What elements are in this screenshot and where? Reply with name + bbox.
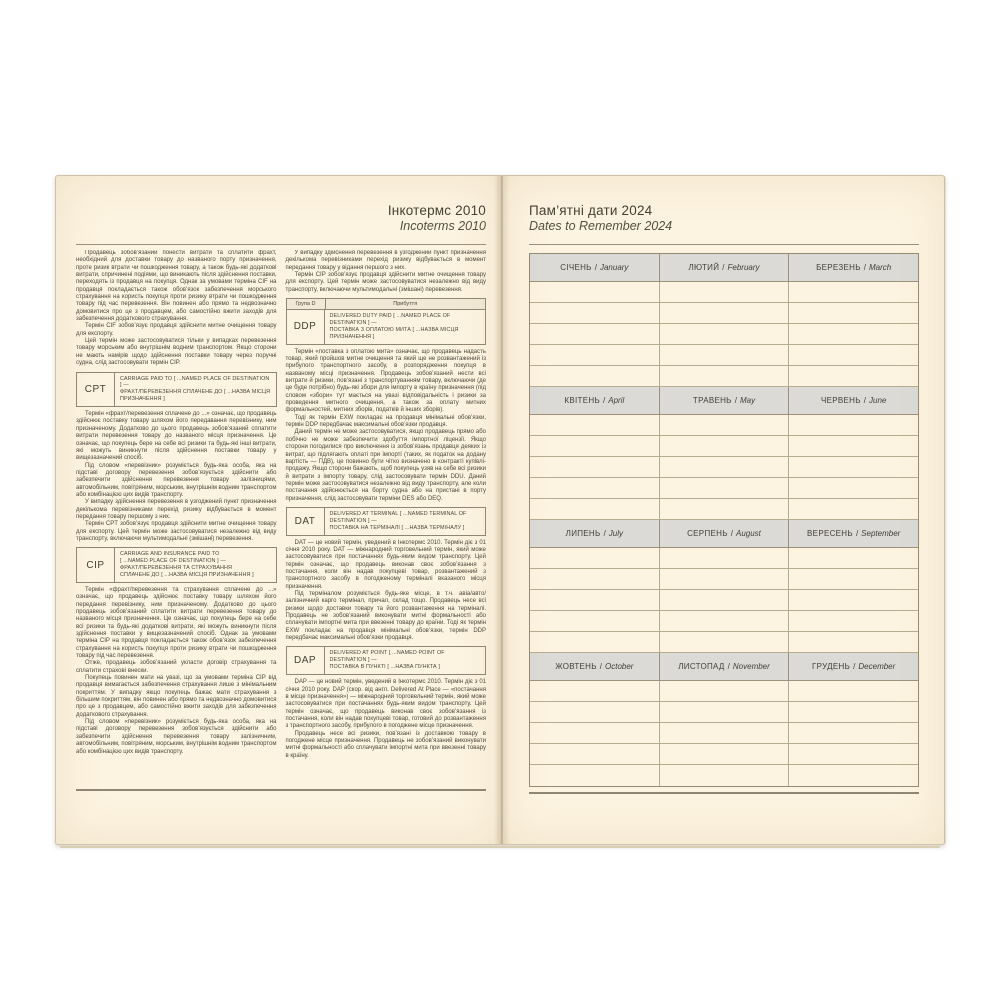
blank-cell <box>530 765 660 786</box>
month-name-en: April <box>608 396 625 405</box>
divider <box>529 244 919 245</box>
term-line: DELIVERED AT TERMINAL [ ...NAMED TERMINAL OF DESTINATION ] — <box>329 510 467 524</box>
blank-row <box>530 499 918 520</box>
month-name-en: May <box>739 396 756 405</box>
paragraph: Під словом «перевізник» розуміється будь-яка особа, яка на підставі договору перевезення зобов’язується здійснити або забезпечити здійснення перевезення товару залізничним, автомобільним, повітряним, морським, внутрішнім водним транспортом або комбінацією цих видів транспорту. <box>76 719 277 755</box>
month-name-en: September <box>861 529 901 538</box>
term-line: ПОСТАВКА З ОПЛАТОЮ МИТА [ ...НАЗВА МІСЦЯ ПРИЗНАЧЕННЯ ] <box>329 326 459 340</box>
blank-cell <box>660 436 790 456</box>
month-separator: / <box>594 263 597 272</box>
month-separator: / <box>603 396 606 405</box>
blank-cell <box>789 590 918 610</box>
blank-cell <box>660 744 790 764</box>
term-line: ФРАХТ/ПЕРЕВЕЗЕННЯ СПЛАЧЕНЕ ДО [ ...НАЗВА МІСЦЯ ПРИЗНАЧЕННЯ ] <box>120 389 271 403</box>
blank-cell <box>789 632 918 652</box>
paragraph: Цей термін може застосовуватися тільки у випадках перевезення товару морським або внутрішнім водним транспортом. Якщо сторони не мають намірів щодо здійснення поставки товару через поручні судна, слід застосовувати термін CIP. <box>76 338 277 367</box>
blank-row <box>530 415 918 436</box>
divider <box>76 789 486 791</box>
paragraph: DAP — це новий термін, уведений в Інкотермс 2010. Термін діє з 01 січня 2010 року. DAP (скор. від англ. Delivered At Place — «постачання в місце призначення») — міжнародний торговельний термін, який може застосовуватися при постачаннях будь-яким видом транспорту. Цей термін означає, що продавець виконав своє зобов’язання із постачання, коли він надав покупцеві товар, готовий до розвантаження з транспортного засобу, прибулого в погоджене місце призначення. <box>285 679 486 730</box>
page-subtitle: Dates to Remember 2024 <box>529 219 673 233</box>
paragraph: Під терміналом розуміється будь-яке місце, в т.ч. авіа/авто/залізничний карго термінал, причал, склад тощо. Продавець несе всі ризики щодо доставки товару та його розвантаження на терміналі. Продавець не зобов’язаний виконувати митні формальності або сплачувати імпортні мита при ввезенні товару до країни. Тоді як термін EXW покладає на продавця мінімальні обов’язки, термін DDP передбачає максимальні обов’язки продавця. <box>285 591 486 642</box>
month-header <box>789 653 918 680</box>
blank-cell <box>660 457 790 477</box>
blank-cell <box>530 436 660 456</box>
month-name-ua: КВІТЕНЬ <box>564 396 600 405</box>
blank-row <box>530 303 918 324</box>
month-separator: / <box>727 662 730 671</box>
blank-row <box>530 611 918 632</box>
blank-cell <box>530 324 660 344</box>
blank-cell <box>789 415 918 435</box>
term-line: ФРАХТ/ПЕРЕВЕЗЕННЯ ТА СТРАХУВАННЯ <box>120 565 233 572</box>
month-name-ua: ЛИСТОПАД <box>678 662 725 671</box>
paragraph-group <box>286 540 487 643</box>
term-line: DELIVERED DUTY PAID [ ...NAMED PLACE OF DESTINATION ] — <box>329 313 451 326</box>
term-line: CARRIAGE PAID TO [ ...NAMED PLACE OF DESTINATION ] — <box>120 375 270 389</box>
blank-cell <box>530 723 660 743</box>
month-name-en: June <box>869 396 887 405</box>
blank-row <box>530 345 918 366</box>
page-right-dates <box>501 176 946 844</box>
month-name-ua: ЖОВТЕНЬ <box>555 662 597 671</box>
text-column-1 <box>76 250 277 787</box>
blank-cell <box>789 478 918 498</box>
month-name-ua: ЛЮТИЙ <box>688 263 720 272</box>
month-separator: / <box>853 662 856 671</box>
blank-cell <box>530 681 660 701</box>
term-box-dat <box>286 507 487 536</box>
paragraph: Даний термін не може застосовуватися, якщо продавець прямо або побічно не може забезпечити здобуття імпортної ліцензії. Якщо сторони погодилися про виключення із зобов’язань продавця деяких із витрат, що підлягають оплаті при імпорті (таких, як податок на додану вартість — ПДВ), це повинно бути чітко визначено в контракті купівлі-продажу. Якщо сторони бажають, щоб покупець узяв на себе всі ризики й витрати з імпорту товару, слід застосовувати термін DDU. Даний термін може застосовуватися незалежно від виду транспорту, але коли постачання здійснюється на борту судна або на пристані в порту призначення, слід застосовувати терміни DES або DEQ. <box>285 429 486 502</box>
paragraph-group <box>286 250 487 294</box>
blank-cell <box>660 366 790 386</box>
term-line: [ ...NAMED PLACE OF DESTINATION ] — <box>120 558 226 565</box>
blank-cell <box>789 345 918 365</box>
paragraph: Термін «фрахт/перевезення та страхування сплачене до ...» означає, що продавець здійснює поставку товару шляхом його передання перевізнику, ним призначеному. Додатково до цього продавець зобов’язаний сплатити витрати перевезення товару до названого місця призначення. Це означає, що покупець бере на себе всі ризики та будь-які додаткові витрати, які можуть виникнути після здійснення поставки у вищезазначений спосіб. Однак за умовами терміна CIP на продавця покладається також обов’язок забезпечення страхування на користь покупця проти ризику втрати чи пошкодження товару під час перевезення. <box>76 586 277 660</box>
blank-cell <box>660 324 790 344</box>
month-header <box>530 254 660 281</box>
blank-cell <box>789 744 918 764</box>
paragraph: Термін «поставка з оплатою мита» означає, що продавець надасть товар, який пройшов митне очищення та який ще не розвантажений із прибулого транспортного засобу, в розпорядження покупця в названому місці призначення. Продавець зобов’язаний нести всі витрати й ризики, пов’язані з транспортуванням товару, включаючи (де це буде потрібно) будь-які збори для імпорту в країну призначення (під словом «збори» тут мається на увазі відповідальність і ризики за проведення митного очищення, а також за оплату митних формальностей, митних зборів, податків й інших зборів). <box>285 348 486 414</box>
blank-cell <box>789 282 918 302</box>
blank-cell <box>660 303 790 323</box>
month-separator: / <box>603 529 606 538</box>
blank-row <box>530 457 918 478</box>
blank-cell <box>530 632 660 652</box>
right-page-header <box>529 203 672 234</box>
blank-cell <box>789 366 918 386</box>
blank-cell <box>660 282 790 302</box>
paragraph: Продавець несе всі ризики, пов’язані із доставкою товару в погоджене місце призначення. Продавець не зобов’язаний виконувати митні формальності або сплачувати імпортні мита при ввезенні товару в країну. <box>285 730 486 759</box>
paragraph: Тоді як термін EXW покладає на продавця мінімальні обов’язки, термін DDP передбачає максимальні обов’язки продавця. <box>285 414 486 429</box>
month-name-en: December <box>858 662 896 671</box>
month-name-en: July <box>608 529 624 538</box>
month-separator: / <box>722 263 725 272</box>
month-name-en: January <box>599 263 629 272</box>
month-name-ua: СЕРПЕНЬ <box>687 529 728 538</box>
blank-cell <box>789 324 918 344</box>
term-code: DDP <box>287 310 325 344</box>
term-description <box>325 310 486 344</box>
blank-row <box>530 681 918 702</box>
blank-cell <box>660 478 790 498</box>
month-name-ua: ВЕРЕСЕНЬ <box>807 529 853 538</box>
paragraph: У випадку здійснення перевезення в узгоджений пункт призначення декількома перевізниками перехід ризику відбувається в момент передання товару у відання першого з них. <box>285 250 486 271</box>
month-separator: / <box>855 529 859 538</box>
paragraph: Під словом «перевізник» розуміється будь-яка особа, яка на підставі договору перевезення зобов’язується здійснити або забезпечити здійснення перевезення товару залізницями, автомобільним, повітряним, морським, внутрішнім водним транспортом або комбінацією цих видів транспорту. <box>76 462 277 498</box>
page-left-incoterms <box>56 176 501 844</box>
month-band <box>530 520 918 653</box>
blank-cell <box>789 723 918 743</box>
blank-cell <box>530 366 660 386</box>
month-header <box>530 520 660 547</box>
blank-cell <box>530 569 660 589</box>
group-header-row <box>286 298 487 309</box>
page-title: Пам’ятні дати 2024 <box>529 203 653 218</box>
month-band <box>530 653 918 786</box>
month-name-ua: ГРУДЕНЬ <box>812 662 851 671</box>
paragraph: Продавець зобов’язаний понести витрати та сплатити фрахт, необхідний для доставки товару до названого порту призначення, проте ризик втрати чи пошкодження товару, а також будь-які додаткові витрати, спричинені подіями, що виникають після здійснення поставки, переходять із продавця на покупця. Однак за умовами терміна CIF на продавця покладається також обов’язок забезпечення морського страхування на користь покупця проти ризику втрати чи пошкодження товару під час перевезення. Він повинен або прямо та недвозначно домовитися про це з продавцем, або самостійно вжити заходів для забезпечення додаткового страхування. <box>76 250 277 323</box>
blank-cell <box>530 548 660 568</box>
term-code: DAP <box>287 647 325 674</box>
page-subtitle: Incoterms 2010 <box>399 219 486 233</box>
month-separator: / <box>863 263 867 272</box>
blank-cell <box>530 282 660 302</box>
blank-cell <box>660 723 790 743</box>
left-page-header <box>388 203 486 234</box>
term-box-ddp <box>286 309 487 345</box>
term-box-cip <box>76 547 277 583</box>
blank-cell <box>789 702 918 722</box>
blank-row <box>530 282 918 303</box>
month-name-en: March <box>869 263 892 272</box>
blank-cell <box>789 569 918 589</box>
paragraph: У випадку здійснення перевезення в узгоджений пункт призначення декількома перевізниками перехід ризику відбувається в момент передання товару першому з них. <box>76 499 277 520</box>
term-box-cpt <box>76 372 277 408</box>
blank-cell <box>530 303 660 323</box>
text-columns <box>76 250 486 787</box>
term-code: CPT <box>77 373 115 407</box>
blank-cell <box>530 478 660 498</box>
blank-cell <box>660 415 790 435</box>
blank-cell <box>660 611 790 631</box>
month-band <box>530 387 918 520</box>
blank-row <box>530 548 918 569</box>
month-table <box>529 253 919 787</box>
month-header-row <box>530 387 918 415</box>
term-line: DELIVERED AT POINT [ ...NAMED POINT OF DESTINATION ] — <box>329 650 445 664</box>
month-header <box>660 653 790 680</box>
term-code: DAT <box>287 508 325 535</box>
term-description <box>115 548 276 582</box>
blank-cell <box>789 611 918 631</box>
group-label: Група D <box>287 299 326 309</box>
paragraph-group <box>76 250 277 368</box>
blank-cell <box>530 499 660 519</box>
blank-cell <box>660 681 790 701</box>
paragraph: Термін CPT зобов’язує продавця здійснити митне очищення товару для експорту. Цей термін може застосовуватися незалежно від виду транспорту, включаючи мультимодальні (змішані) перевезення. <box>76 521 277 542</box>
text-column-2 <box>286 250 487 787</box>
blank-cell <box>660 765 790 786</box>
blank-cell <box>660 345 790 365</box>
month-header <box>789 387 918 414</box>
blank-row <box>530 590 918 611</box>
month-name-ua: ТРАВЕНЬ <box>692 396 732 405</box>
month-name-ua: БЕРЕЗЕНЬ <box>816 263 861 272</box>
blank-cell <box>789 499 918 519</box>
blank-cell <box>530 611 660 631</box>
paragraph-group <box>286 349 487 503</box>
month-header <box>530 387 660 414</box>
month-name-ua: СІЧЕНЬ <box>560 263 592 272</box>
divider <box>76 244 486 245</box>
group-value: Прибуття <box>393 301 418 308</box>
month-header-row <box>530 520 918 548</box>
month-separator: / <box>730 529 733 538</box>
month-band <box>530 254 918 387</box>
book-spread <box>55 175 945 845</box>
blank-cell <box>530 457 660 477</box>
paragraph-group <box>286 679 487 760</box>
paragraph: Термін «фрахт/перевезення сплачене до ...» означає, що продавець здійснює поставку товару шляхом його передавання перевізнику, ним призначеному. Додатково до цього продавець зобов’язаний сплатити витрати перевезення товару до названого місця призначення. Це означає, що покупець бере на себе всі ризики та будь-які інші витрати, які можуть виникнути після здійснення поставки товару у вищезазначений спосіб. <box>76 411 277 462</box>
blank-row <box>530 632 918 653</box>
blank-cell <box>530 744 660 764</box>
divider <box>529 792 919 794</box>
blank-cell <box>789 765 918 786</box>
blank-row <box>530 436 918 457</box>
term-description <box>325 508 486 535</box>
blank-cell <box>789 303 918 323</box>
blank-cell <box>789 457 918 477</box>
blank-row <box>530 569 918 590</box>
paragraph: Отже, продавець зобов’язаний укласти договір страхування та сплатити страхові внески. <box>76 660 277 674</box>
blank-cell <box>660 499 790 519</box>
blank-row <box>530 478 918 499</box>
month-name-ua: ЛИПЕНЬ <box>565 529 601 538</box>
term-description <box>115 373 276 407</box>
paragraph-group <box>76 411 277 543</box>
term-code: CIP <box>77 548 115 582</box>
month-name-ua: ЧЕРВЕНЬ <box>820 396 861 405</box>
blank-row <box>530 765 918 786</box>
blank-cell <box>660 548 790 568</box>
month-header <box>789 254 918 281</box>
term-line: СПЛАЧЕНЕ ДО [ ...НАЗВА МІСЦЯ ПРИЗНАЧЕННЯ ] <box>120 572 254 579</box>
blank-cell <box>530 590 660 610</box>
month-header <box>660 254 790 281</box>
month-separator: / <box>863 396 867 405</box>
blank-cell <box>789 548 918 568</box>
blank-cell <box>530 415 660 435</box>
month-name-en: February <box>727 263 760 272</box>
month-header-row <box>530 254 918 282</box>
page-title: Інкотермс 2010 <box>387 203 486 218</box>
blank-cell <box>530 345 660 365</box>
month-header-row <box>530 653 918 681</box>
blank-row <box>530 702 918 723</box>
blank-cell <box>660 632 790 652</box>
blank-row <box>530 324 918 345</box>
month-name-en: October <box>605 662 634 671</box>
month-header <box>660 520 790 547</box>
term-line: ПОСТАВКА В ПУНКТІ [ ...НАЗВА ПУНКТА ] <box>329 664 440 671</box>
month-separator: / <box>599 662 603 671</box>
paragraph: Термін CIP зобов’язує продавця здійснити митне очищення товару для експорту. Цей термін може застосовуватися незалежно від виду транспорту, включаючи мультимодальні (змішані) перевезення. <box>285 272 486 293</box>
blank-row <box>530 366 918 387</box>
paragraph: Покупець повинен мати на увазі, що за умовами терміна CIP від продавця вимагається забезпечення страхування лише з мінімальним покриттям. У випадку якщо покупець бажає мати страхування з більшим покриттям, він повинен або прямо та недвозначно домовитися про це з продавцем, або самостійно вжити заходів для забезпечення додаткового страхування. <box>76 675 277 718</box>
blank-cell <box>660 702 790 722</box>
month-name-en: August <box>736 529 761 538</box>
month-header <box>660 387 790 414</box>
blank-cell <box>660 569 790 589</box>
blank-row <box>530 744 918 765</box>
term-line: CARRIAGE AND INSURANCE PAID TO <box>120 551 220 558</box>
paragraph-group <box>76 587 277 756</box>
blank-row <box>530 723 918 744</box>
paragraph: Термін CIF зобов’язує продавця здійснити митне очищення товару для експорту. <box>76 323 277 337</box>
month-header <box>789 520 918 547</box>
month-separator: / <box>734 396 737 405</box>
term-box-dap <box>286 646 487 675</box>
paragraph: DAT — це новий термін, уведений в Інкотермс 2010. Термін діє з 01 січня 2010 року. DAT — міжнародний торговельний термін, який може застосовуватися при постачаннях будь-яким видом транспорту. Цей термін означає, що продавець виконав своє зобов’язання з постачання, коли він надав покупцеві товар, розвантажений з транспортного засобу в погодженому терміналі вказаного місця призначення. <box>285 539 486 590</box>
term-line: ПОСТАВКА НА ТЕРМІНАЛІ [ ...НАЗВА ТЕРМІНАЛУ ] <box>329 524 465 531</box>
month-header <box>530 653 660 680</box>
blank-cell <box>789 436 918 456</box>
term-description <box>325 647 486 674</box>
blank-cell <box>530 702 660 722</box>
month-name-en: November <box>732 662 770 671</box>
blank-cell <box>660 590 790 610</box>
blank-cell <box>789 681 918 701</box>
